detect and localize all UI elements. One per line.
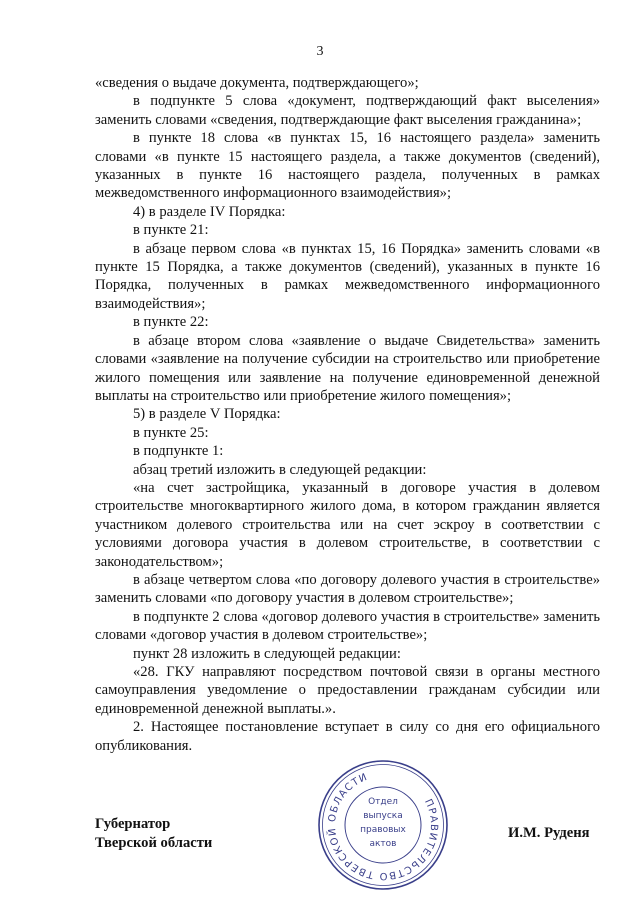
stamp-center-line: правовых xyxy=(360,825,406,835)
stamp-seal-icon xyxy=(316,758,450,892)
paragraph: «28. ГКУ направляют посредством почтовой связи в органы местного самоуправления уведомление о предоставлении гражданам субсидии или единовременной денежной выплаты.». xyxy=(95,664,600,717)
paragraph: в подпункте 5 слова «документ, подтверждающий факт выселения» заменить словами «сведения, подтверждающие факт выселения гражданина»; xyxy=(95,93,600,128)
stamp-center-line: выпуска xyxy=(363,811,403,821)
paragraph: 5) в разделе V Порядка: xyxy=(133,406,281,423)
paragraph: в подпункте 1: xyxy=(133,443,224,460)
paragraph: в подпункте 2 слова «договор долевого участия в строительстве» заменить словами «договор участия в долевом строительстве»; xyxy=(95,608,600,644)
paragraph: абзац третий изложить в следующей редакции: xyxy=(133,461,427,478)
paragraph: в пункте 18 слова «в пунктах 15, 16 настоящего раздела» заменить словами «в пункте 15 настоящего раздела, а также документов (сведений), указанных в пункте 16 настоящего раздела, полученных в рамках межведомственного информационного взаимодействия»; xyxy=(95,130,600,202)
position-title: Губернатор xyxy=(95,816,171,832)
stamp-center-line: Отдел xyxy=(368,797,398,807)
paragraph: в пункте 21: xyxy=(133,222,209,239)
paragraph: «на счет застройщика, указанный в договоре участия в долевом строительстве многоквартирного жилого дома, в котором гражданин является участником долевого строительства или на счет эскроу в соответствии с условиями договора участия в долевом строительстве, в соответствии с законодательством»; xyxy=(95,479,600,570)
position-region: Тверской области xyxy=(95,835,213,851)
paragraph: в абзаце первом слова «в пунктах 15, 16 Порядка» заменить словами «в пункте 15 Порядка, а также документов (сведений), указанных в пункте 16 Порядка, полученных в рамках межведомственного информационного взаимодействия»; xyxy=(95,240,600,312)
paragraph: в абзаце втором слова «заявление о выдаче Свидетельства» заменить словами «заявление на получение субсидии на строительство или приобретение жилого помещения или заявление на получение единовременной денежной выплаты на строительство или приобретение жилого помещения»; xyxy=(95,332,600,404)
document-body xyxy=(95,74,600,755)
paragraph: 4) в разделе IV Порядка: xyxy=(133,203,286,220)
paragraph: «сведения о выдаче документа, подтверждающего»; xyxy=(95,75,419,91)
page-number: 3 xyxy=(316,44,324,59)
stamp-center-line: актов xyxy=(369,839,397,849)
official-stamp xyxy=(316,758,450,892)
signatory-position xyxy=(95,815,212,853)
paragraph: пункт 28 изложить в следующей редакции: xyxy=(133,645,401,662)
stamp-ring-text: ПРАВИТЕЛЬСТВО ТВЕРСКОЙ ОБЛАСТИ xyxy=(326,771,440,882)
paragraph: в пункте 22: xyxy=(133,314,209,331)
paragraph: в пункте 25: xyxy=(133,424,209,441)
paragraph: 2. Настоящее постановление вступает в силу со дня его официального опубликования. xyxy=(95,719,600,754)
paragraph: в абзаце четвертом слова «по договору долевого участия в строительстве» заменить словами «по договору участия в долевом строительстве»; xyxy=(95,571,600,607)
signatory-name: И.М. Руденя xyxy=(508,825,590,841)
